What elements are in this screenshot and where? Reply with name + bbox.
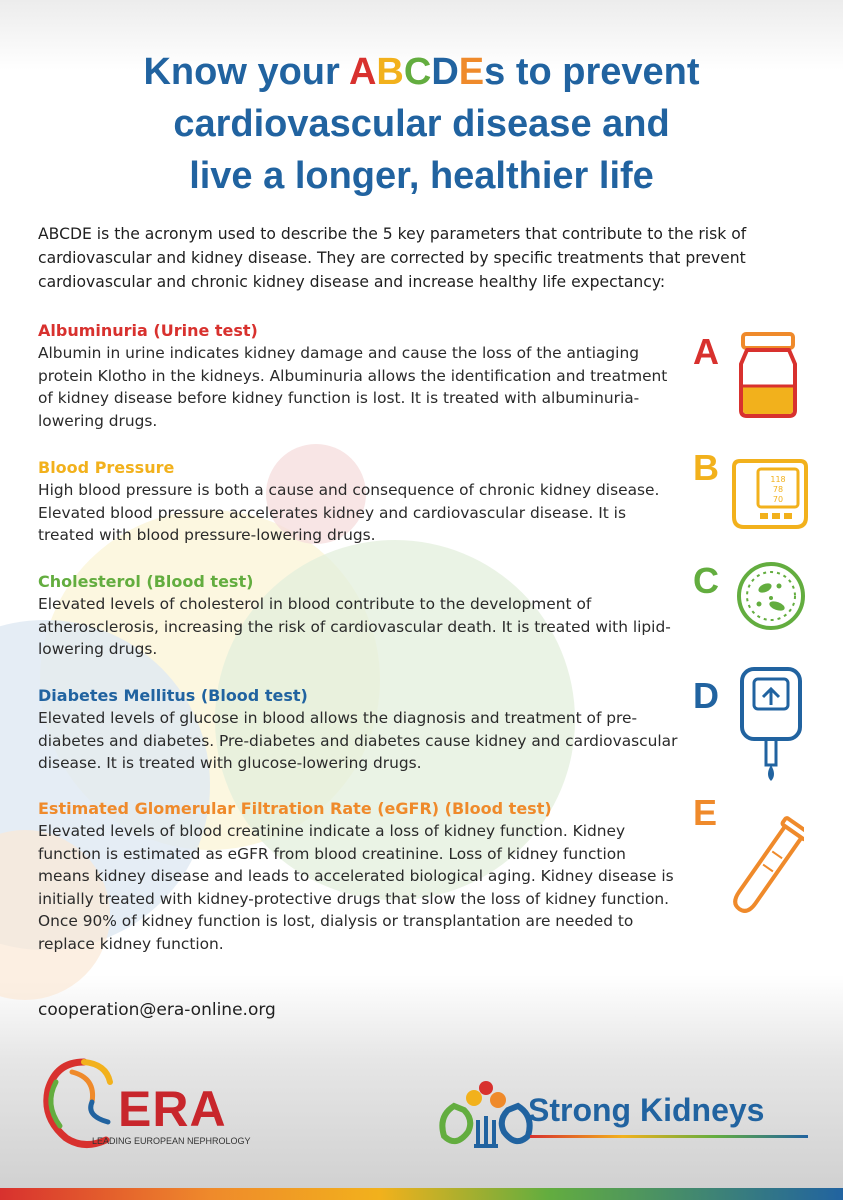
section-heading: Diabetes Mellitus (Blood test) xyxy=(38,686,308,705)
blood-pressure-monitor-icon xyxy=(730,455,810,533)
strong-kidneys-text: Strong Kidneys xyxy=(528,1092,765,1128)
title-line-2: cardiovascular disease and xyxy=(173,103,670,145)
section-diabetes xyxy=(38,685,678,775)
section-heading: Albuminuria (Urine test) xyxy=(38,321,258,340)
letter-d: D xyxy=(693,675,719,716)
era-name: ERA xyxy=(118,1081,227,1137)
test-tube-icon xyxy=(732,812,804,924)
rainbow-strip xyxy=(0,1188,843,1200)
section-heading: Blood Pressure xyxy=(38,458,175,477)
urine-jar-icon xyxy=(733,330,803,420)
section-body: Elevated levels of glucose in blood allows the diagnosis and treatment of pre-diabetes and diabetes. Pre-diabetes and diabetes cause kidney and cardiovascular disease. It is treated with glucose-lowering drugs. xyxy=(38,709,678,772)
section-albuminuria xyxy=(38,320,678,432)
title-line-3: live a longer, healthier life xyxy=(189,155,654,197)
letter-c: C xyxy=(693,560,719,601)
title-letter-c: C xyxy=(403,51,432,93)
letter-a: A xyxy=(693,331,719,372)
letter-b: B xyxy=(693,447,719,488)
section-body: Albumin in urine indicates kidney damage and cause the loss of the antiaging protein Klotho in the kidneys. Albuminuria allows the identification and treatment of kidney disease before kidney function is lost. It is treated with albuminuria-lowering drugs. xyxy=(38,344,668,430)
intro-paragraph: ABCDE is the acronym used to describe the 5 key parameters that contribute to the risk of cardiovascular and kidney disease. They are corrected by specific treatments that prevent cardiovascular and chronic kidney disease and increase healthy life expectancy: xyxy=(38,225,747,291)
title-text: Know your xyxy=(143,51,349,93)
page-title xyxy=(60,46,783,202)
section-egfr xyxy=(38,798,678,955)
section-body: High blood pressure is both a cause and consequence of chronic kidney disease. Elevated blood pressure accelerates kidney and cardiovascular disease. It is treated with blood pressure-lowering drugs. xyxy=(38,481,660,544)
title-text: s to prevent xyxy=(484,51,700,93)
monitor-reading-2: 78 xyxy=(772,485,784,494)
section-body: Elevated levels of blood creatinine indicate a loss of kidney function. Kidney function is estimated as eGFR from blood creatinine. Loss of kidney function means kidney disease and leads to accelerated biological aging. Kidney disease is initially treated with kidney-protective drugs that slow the loss of kidney function. Once 90% of kidney function is lost, dialysis or transplantation are needed to replace kidney function. xyxy=(38,822,674,953)
contact-email[interactable]: cooperation@era-online.org xyxy=(38,1000,276,1020)
title-letter-b: B xyxy=(376,51,404,93)
monitor-reading-3: 70 xyxy=(772,495,784,504)
section-body: Elevated levels of cholesterol in blood contribute to the development of atherosclerosis, increasing the risk of cardiovascular death. It is treated with lipid-lowering drugs. xyxy=(38,595,671,658)
letter-e: E xyxy=(693,792,718,833)
title-letter-e: E xyxy=(458,51,485,93)
section-cholesterol xyxy=(38,571,678,661)
monitor-reading-1: 118 xyxy=(770,475,786,484)
era-tagline: LEADING EUROPEAN NEPHROLOGY xyxy=(92,1136,251,1146)
title-letter-d: D xyxy=(431,51,459,93)
glucometer-icon xyxy=(736,665,806,785)
section-heading: Estimated Glomerular Filtration Rate (eGFR) (Blood test) xyxy=(38,799,552,818)
strong-kidneys-underline xyxy=(530,1135,808,1138)
section-blood-pressure xyxy=(38,457,678,547)
petri-dish-icon xyxy=(735,560,807,632)
section-heading: Cholesterol (Blood test) xyxy=(38,572,254,591)
title-letter-a: A xyxy=(348,51,377,93)
